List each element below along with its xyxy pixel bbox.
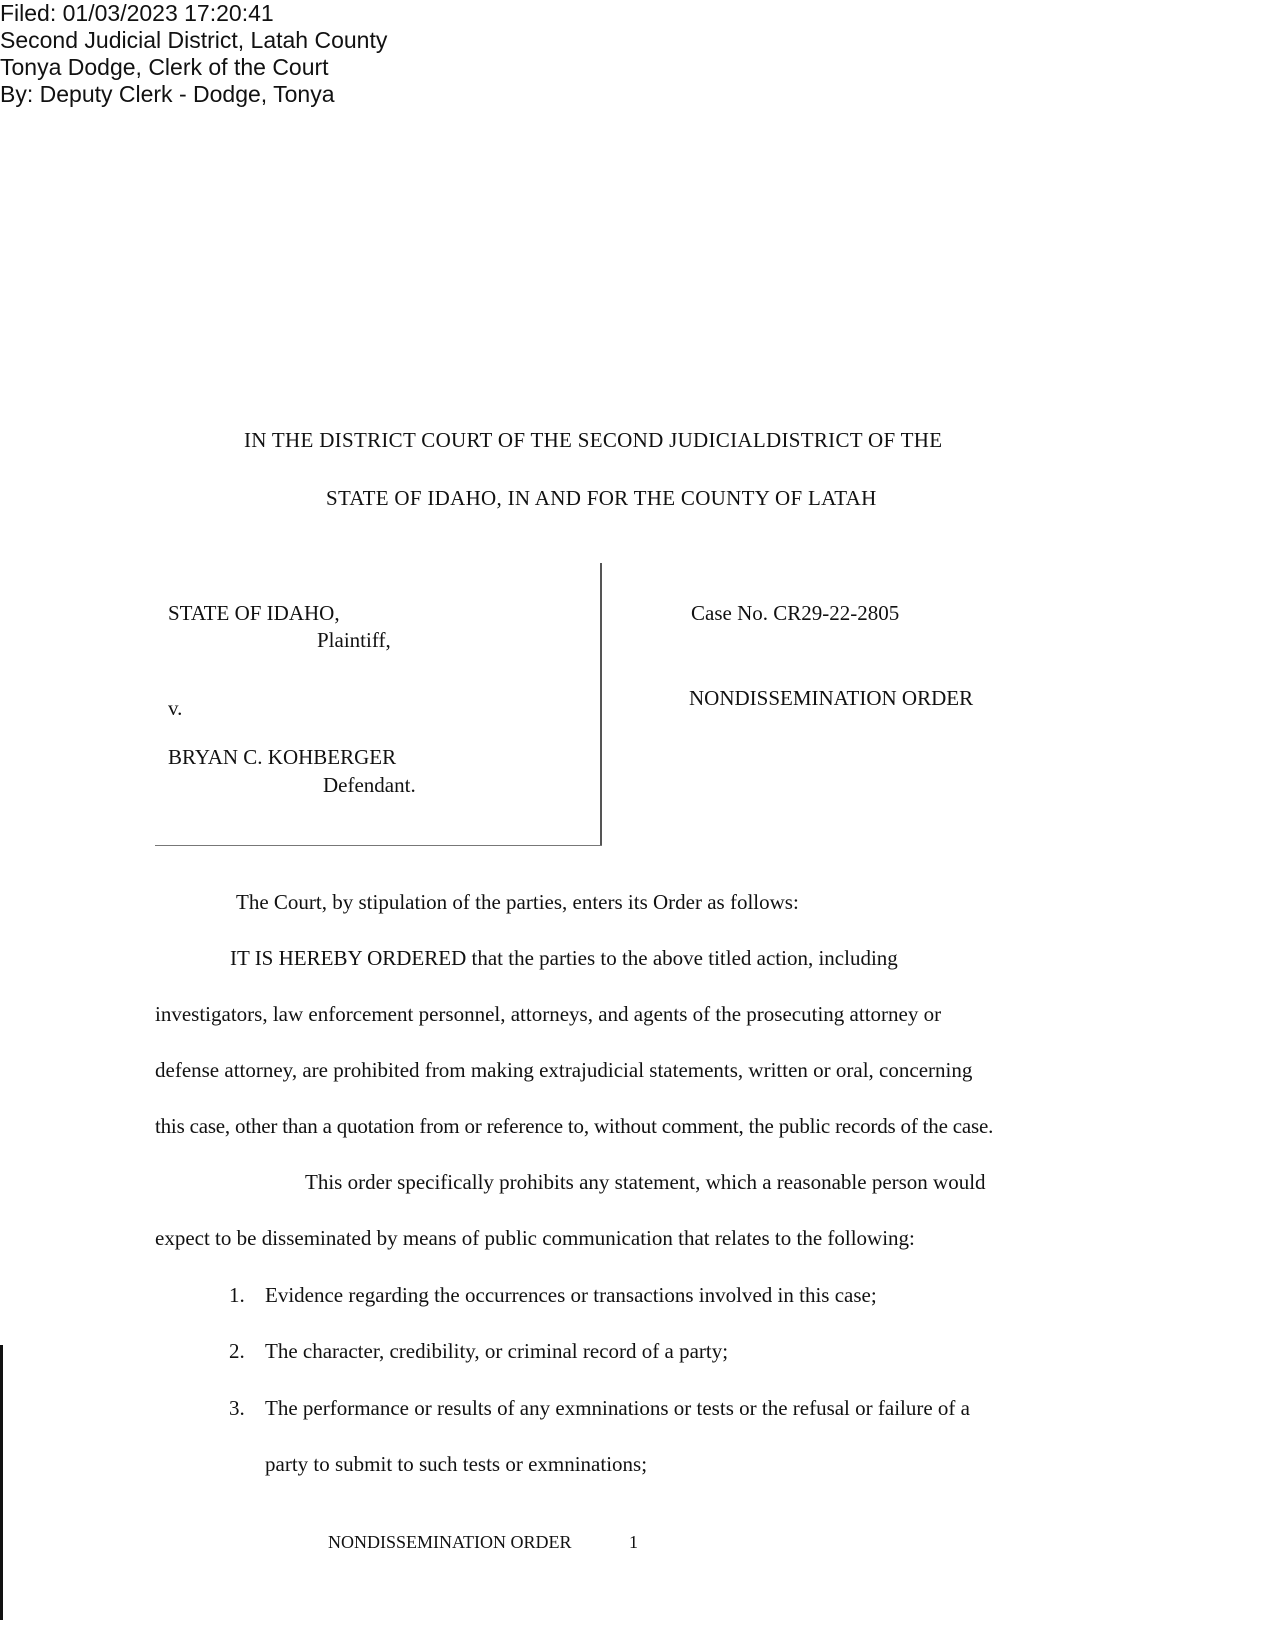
footer-title: NONDISSEMINATION ORDER — [328, 1532, 572, 1552]
caption-divider-vertical — [600, 563, 602, 846]
list-item-3-continuation: party to submit to such tests or exmninations; — [265, 1452, 648, 1476]
prohibits-line-1: This order specifically prohibits any statement, which a reasonable person would — [305, 1170, 986, 1194]
court-header-line-1: IN THE DISTRICT COURT OF THE SECOND JUDICIALDISTRICT OF THE — [244, 428, 943, 452]
filing-deputy: By: Deputy Clerk - Dodge, Tonya — [0, 81, 335, 107]
order-line-2: investigators, law enforcement personnel, attorneys, and agents of the prosecuting attorney or — [155, 1002, 942, 1026]
case-number: Case No. CR29-22-2805 — [691, 601, 900, 625]
order-line-3: defense attorney, are prohibited from making extrajudicial statements, written or oral, concerning — [155, 1058, 973, 1082]
list-item-1: Evidence regarding the occurrences or transactions involved in this case; — [265, 1283, 877, 1307]
versus: v. — [168, 696, 183, 720]
order-line-4: this case, other than a quotation from or reference to, without comment, the public records of the case. — [155, 1114, 994, 1138]
list-item-3-number: 3. — [229, 1396, 245, 1420]
order-line-1: IT IS HEREBY ORDERED that the parties to the above titled action, including — [230, 946, 898, 970]
prohibits-line-2: expect to be disseminated by means of public communication that relates to the following: — [155, 1226, 915, 1250]
plaintiff-role: Plaintiff, — [317, 628, 391, 652]
filing-district: Second Judicial District, Latah County — [0, 27, 388, 53]
list-item-3: The performance or results of any exmninations or tests or the refusal or failure of a — [265, 1396, 970, 1420]
defendant-name: BRYAN C. KOHBERGER — [168, 745, 397, 769]
filing-stamp — [0, 0, 1265, 108]
caption-divider-horizontal — [155, 845, 602, 846]
court-header-line-2: STATE OF IDAHO, IN AND FOR THE COUNTY OF LATAH — [326, 486, 877, 510]
document-title: NONDISSEMINATION ORDER — [689, 686, 974, 710]
plaintiff-name: STATE OF IDAHO, — [168, 601, 340, 625]
filed-date: Filed: 01/03/2023 17:20:41 — [0, 0, 274, 26]
page-number: 1 — [629, 1532, 638, 1552]
defendant-role: Defendant. — [323, 773, 416, 797]
scan-edge-line — [0, 1345, 3, 1620]
intro-paragraph: The Court, by stipulation of the parties, enters its Order as follows: — [236, 890, 799, 914]
filing-clerk: Tonya Dodge, Clerk of the Court — [0, 54, 329, 80]
list-item-1-number: 1. — [229, 1283, 245, 1307]
list-item-2-number: 2. — [229, 1339, 245, 1363]
list-item-2: The character, credibility, or criminal record of a party; — [265, 1339, 729, 1363]
